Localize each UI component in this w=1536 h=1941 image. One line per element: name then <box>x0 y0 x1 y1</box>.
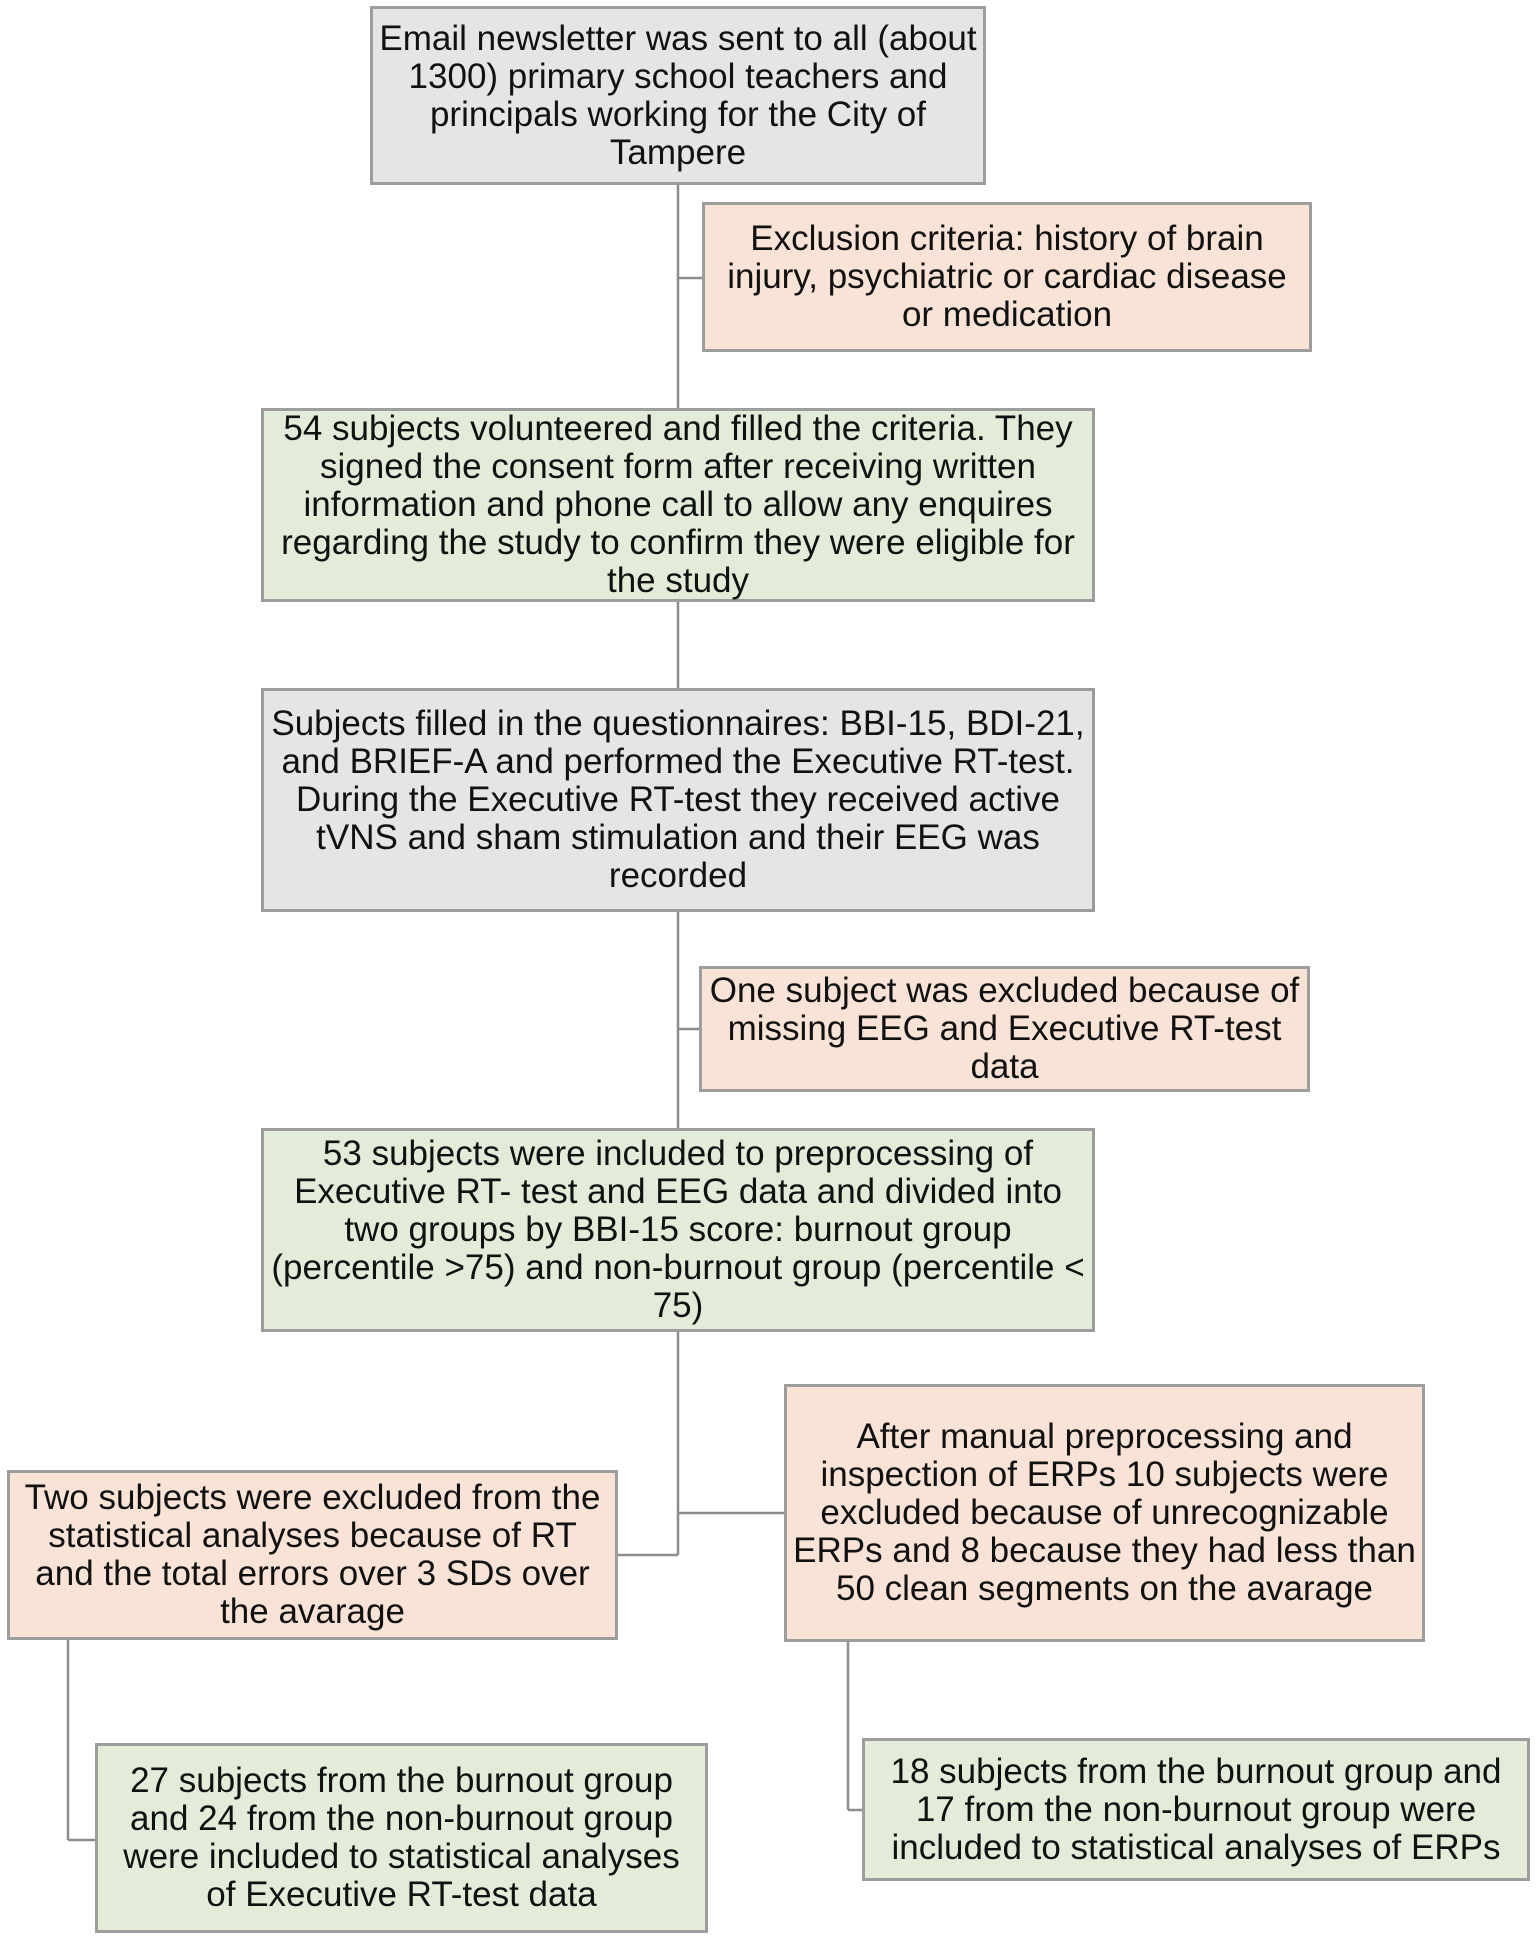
preprocessing-box <box>261 1128 1095 1332</box>
newsletter-box <box>370 6 986 185</box>
questionnaires-text: Subjects filled in the questionnaires: BBI-15, BDI-21, and BRIEF-A and performed the Executive RT-test. During the Executive RT-test they received active tVNS and sham stimulation and their EEG was recorded <box>271 704 1085 895</box>
rt-included-box <box>95 1743 708 1933</box>
exclusion-criteria-text: Exclusion criteria: history of brain injury, psychiatric or cardiac disease or medication <box>727 219 1287 334</box>
volunteers-box <box>261 408 1095 602</box>
newsletter-text: Email newsletter was sent to all (about 1300) primary school teachers and principals working for the City of Tampere <box>379 18 977 172</box>
erp-included-text: 18 subjects from the burnout group and 17 from the non-burnout group were included to statistical analyses of ERPs <box>890 1751 1502 1867</box>
volunteers-text: 54 subjects volunteered and filled the criteria. They signed the consent form after receiving written information and phone call to allow any enquires regarding the study to confirm they were eligible for the study <box>281 409 1075 600</box>
erp-excluded-text: After manual preprocessing and inspection of ERPs 10 subjects were excluded because of unrecognizable ERPs and 8 because they had less than 50 clean segments on the avarage <box>793 1417 1416 1608</box>
erp-excluded-box <box>784 1384 1425 1642</box>
questionnaires-box <box>261 688 1095 912</box>
erp-included-box <box>862 1738 1530 1881</box>
one-excluded-text: One subject was excluded because of missing EEG and Executive RT-test data <box>709 971 1300 1086</box>
one-excluded-box <box>699 966 1310 1092</box>
rt-included-text: 27 subjects from the burnout group and 24 from the non-burnout group were included to statistical analyses of Executive RT-test data <box>123 1761 680 1914</box>
rt-excluded-text: Two subjects were excluded from the statistical analyses because of RT and the total errors over 3 SDs over the avarage <box>24 1478 601 1631</box>
exclusion-criteria-box <box>702 202 1312 352</box>
rt-excluded-box <box>7 1470 618 1640</box>
preprocessing-text: 53 subjects were included to preprocessing of Executive RT- test and EEG data and divided into two groups by BBI-15 score: burnout group (percentile >75) and non-burnout group (percentile < 75) <box>271 1134 1085 1325</box>
